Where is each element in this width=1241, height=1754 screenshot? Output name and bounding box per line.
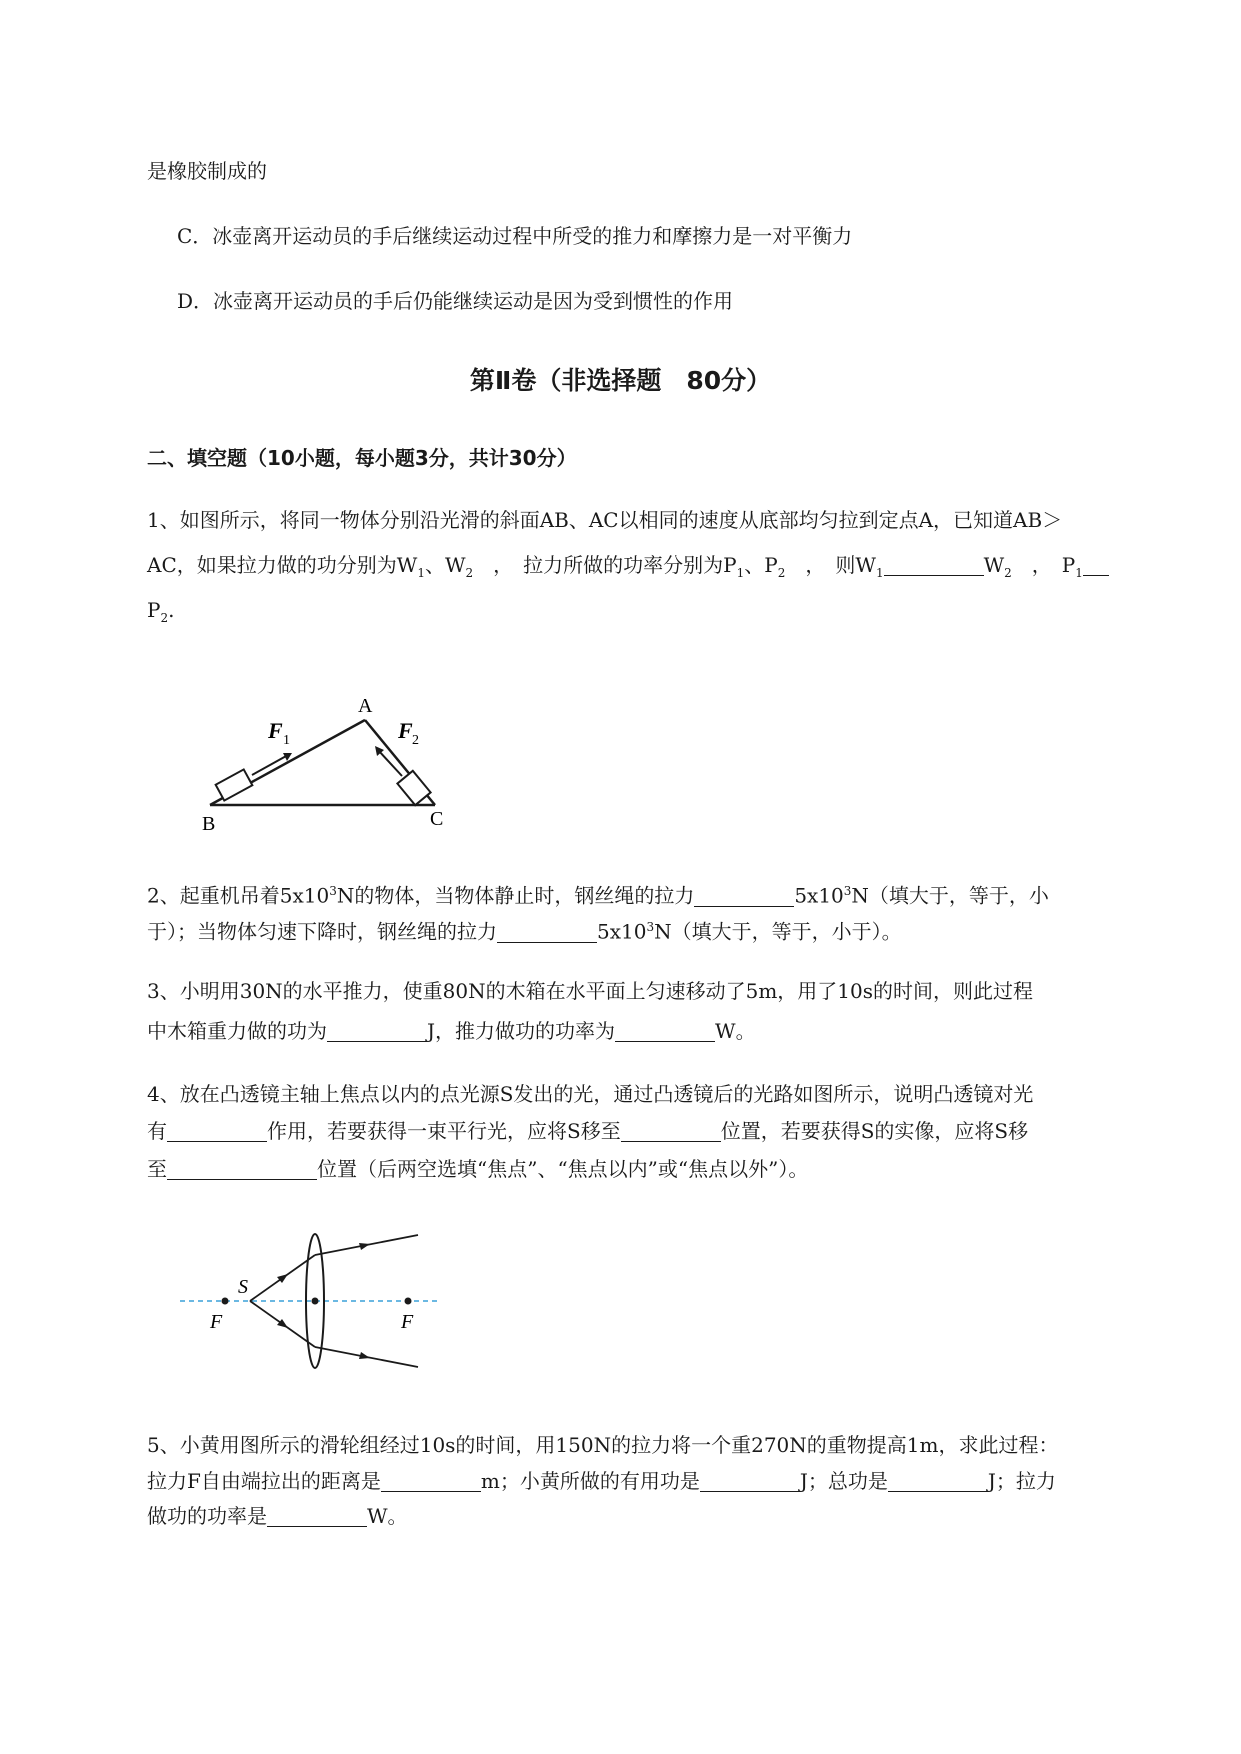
focal-point-left xyxy=(222,1298,229,1305)
label-f1-sub: 1 xyxy=(283,733,290,748)
q2-text: N的物体，当物体静止时，钢丝绳的拉力 xyxy=(336,883,695,908)
q3-text: J，推力做功的功率为 xyxy=(427,1019,616,1043)
q5-text: m；小黄所做的有用功是 xyxy=(480,1469,700,1493)
q2-line-1 xyxy=(147,877,1049,910)
answer-blank-q5-2[interactable] xyxy=(700,1471,800,1492)
q2-superscript: 3 xyxy=(329,884,337,898)
answer-blank-q4-2[interactable] xyxy=(621,1121,721,1142)
q1-subscript: 2 xyxy=(777,566,786,580)
answer-blank-q2-2[interactable] xyxy=(497,922,597,943)
q2-text: 5x10 xyxy=(794,883,844,908)
q1-text: AC，如果拉力做的功分别为W xyxy=(147,553,418,577)
q1-line-2 xyxy=(147,551,1109,587)
section-title: 二、填空题（10小题，每小题3分，共计30分） xyxy=(147,446,577,470)
q5-line-3 xyxy=(147,1502,408,1530)
q1-subscript: 1 xyxy=(736,566,745,580)
q3-line-2 xyxy=(147,1017,756,1045)
answer-blank-q5-3[interactable] xyxy=(888,1471,988,1492)
q2-superscript: 3 xyxy=(646,920,655,934)
label-c: C xyxy=(430,808,444,830)
q5-line-1: 5、小黄用图所示的滑轮组经过10s的时间，用150N的拉力将一个重270N的重物提高1m，求此过程： xyxy=(147,1433,1059,1457)
q1-subscript: 1 xyxy=(417,566,425,580)
label-f-right: F xyxy=(401,1311,414,1333)
q2-text: 5x10 xyxy=(597,919,647,944)
q5-line-2 xyxy=(147,1467,1056,1495)
q1-subscript: 2 xyxy=(465,566,474,580)
label-f2: F xyxy=(398,718,413,743)
q4-text: 位置，若要获得S的实像，应将S移 xyxy=(720,1119,1029,1143)
answer-blank-q3-2[interactable] xyxy=(615,1021,715,1042)
q1-subscript: 2 xyxy=(160,611,169,625)
q1-text: W xyxy=(983,553,1005,577)
q4-line-1: 4、放在凸透镜主轴上焦点以内的点光源S发出的光，通过凸透镜后的光路如图所示，说明凸透镜对光 xyxy=(147,1082,1034,1106)
q1-subscript: 1 xyxy=(875,566,884,580)
q4-text: 位置（后两空选填“焦点”、“焦点以内”或“焦点以外”）。 xyxy=(317,1157,809,1181)
q1-subscript: 2 xyxy=(1004,566,1012,580)
label-f1: F xyxy=(268,718,283,743)
previous-question-tail: 是橡胶制成的 xyxy=(147,159,267,183)
q2-text: 于）；当物体匀速下降时，钢丝绳的拉力 xyxy=(147,919,497,944)
q1-text: ， 则W xyxy=(785,553,876,577)
focal-point-right xyxy=(405,1298,412,1305)
arrowhead-icon xyxy=(359,1352,370,1359)
q1-text: P xyxy=(147,598,161,622)
q1-line-3 xyxy=(147,596,174,632)
q4-line-3 xyxy=(147,1155,808,1183)
arrow-f2 xyxy=(378,750,402,776)
q1-text: ， P xyxy=(1011,553,1076,577)
q5-text: 做功的功率是 xyxy=(147,1504,267,1528)
answer-blank-q3-1[interactable] xyxy=(327,1021,427,1042)
label-f-left: F xyxy=(210,1311,223,1333)
label-s: S xyxy=(238,1276,248,1298)
q4-text: 至 xyxy=(147,1157,167,1181)
q5-text: 拉力F自由端拉出的距离是 xyxy=(147,1469,381,1493)
q4-text: 有 xyxy=(147,1119,167,1143)
incline-figure xyxy=(190,680,470,840)
q3-text: 中木箱重力做的功为 xyxy=(147,1019,327,1043)
q5-text: W。 xyxy=(367,1504,408,1528)
option-d: D．冰壶离开运动员的手后仍能继续运动是因为受到惯性的作用 xyxy=(177,289,734,313)
q1-text: 、W xyxy=(424,553,466,577)
answer-blank-q5-4[interactable] xyxy=(267,1506,367,1527)
q4-line-2 xyxy=(147,1117,1028,1145)
block-on-ac xyxy=(397,771,430,805)
q1-text: ， 拉力所做的功率分别为P xyxy=(473,553,737,577)
lens-figure xyxy=(170,1225,450,1375)
answer-blank-q4-3[interactable] xyxy=(167,1159,317,1180)
q1-line-1: 1、如图所示，将同一物体分别沿光滑的斜面AB、AC以相同的速度从底部均匀拉到定点A，已知道AB＞ xyxy=(147,508,1063,532)
answer-blank-q5-1[interactable] xyxy=(381,1471,481,1492)
q2-line-2 xyxy=(147,913,902,946)
q4-text: 作用，若要获得一束平行光，应将S移至 xyxy=(267,1119,621,1143)
block-on-ab xyxy=(216,769,253,800)
part-title: 第Ⅱ卷（非选择题 80分） xyxy=(469,366,772,395)
answer-blank-q2-1[interactable] xyxy=(694,886,794,907)
label-a: A xyxy=(358,695,373,717)
q1-subscript: 1 xyxy=(1075,566,1083,580)
q2-superscript: 3 xyxy=(843,884,852,898)
q2-text: 2、起重机吊着5x10 xyxy=(147,883,330,908)
q2-text: N（填大于，等于，小于）。 xyxy=(654,919,902,944)
q3-line-1: 3、小明用30N的水平推力，使重80N的木箱在水平面上匀速移动了5m，用了10s的时间，则此过程 xyxy=(147,979,1034,1003)
answer-blank-q1-1[interactable] xyxy=(884,555,984,576)
arrowhead-icon xyxy=(359,1243,370,1250)
q1-text: . xyxy=(168,598,175,622)
answer-blank-q4-1[interactable] xyxy=(167,1121,267,1142)
q2-text: N（填大于，等于，小 xyxy=(851,883,1049,908)
answer-blank-q1-2[interactable] xyxy=(1083,555,1109,576)
lens-center xyxy=(312,1298,319,1305)
q1-text: 、P xyxy=(744,553,778,577)
label-b: B xyxy=(202,813,216,835)
label-f2-sub: 2 xyxy=(412,733,419,748)
q5-text: J；拉力 xyxy=(987,1469,1056,1493)
q5-text: J；总功是 xyxy=(799,1469,888,1493)
option-c: C．冰壶离开运动员的手后继续运动过程中所受的推力和摩擦力是一对平衡力 xyxy=(177,224,853,248)
q3-text: W。 xyxy=(715,1019,756,1043)
